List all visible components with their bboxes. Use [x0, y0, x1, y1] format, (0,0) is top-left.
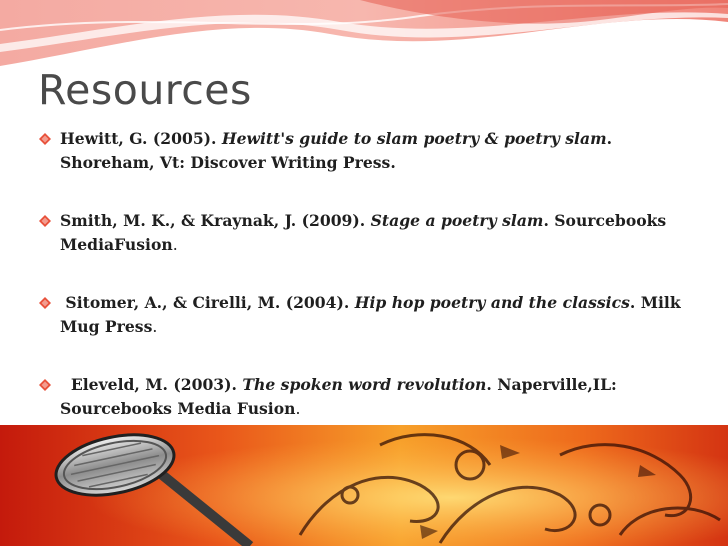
diamond-bullet-icon	[38, 378, 52, 392]
reference-item	[38, 127, 698, 175]
reference-authors: Smith, M. K., & Kraynak, J. (2009).	[60, 211, 371, 230]
diamond-bullet-icon	[38, 214, 52, 228]
reference-title: The spoken word revolution	[242, 375, 487, 394]
reference-item	[38, 291, 698, 339]
reference-period: .	[390, 153, 396, 172]
diamond-bullet-icon	[38, 296, 52, 310]
reference-publisher: . Shoreham, Vt: Discover Writing Press	[60, 129, 613, 172]
diamond-bullet-icon	[38, 132, 52, 146]
reference-authors: Eleveld, M. (2003).	[60, 375, 243, 394]
reference-period: .	[295, 400, 301, 418]
slide-title: Resources	[38, 66, 252, 114]
reference-period: .	[152, 318, 158, 336]
reference-item	[38, 373, 698, 421]
reference-period: .	[172, 236, 178, 254]
reference-list	[38, 127, 698, 421]
reference-title: Stage a poetry slam	[370, 211, 544, 230]
reference-authors: Hewitt, G. (2005).	[60, 129, 222, 148]
reference-authors: Sitomer, A., & Cirelli, M. (2004).	[60, 293, 355, 312]
reference-item	[38, 209, 698, 257]
reference-title: Hewitt's guide to slam poetry & poetry slam	[221, 129, 607, 148]
reference-publisher: . Milk Mug Press	[60, 293, 681, 336]
reference-publisher: . Sourcebooks MediaFusion	[60, 211, 667, 254]
microphone-banner-image	[0, 425, 728, 546]
reference-publisher: . Naperville,IL: Sourcebooks Media Fusion	[60, 375, 617, 418]
reference-title: Hip hop poetry and the classics	[354, 293, 630, 312]
